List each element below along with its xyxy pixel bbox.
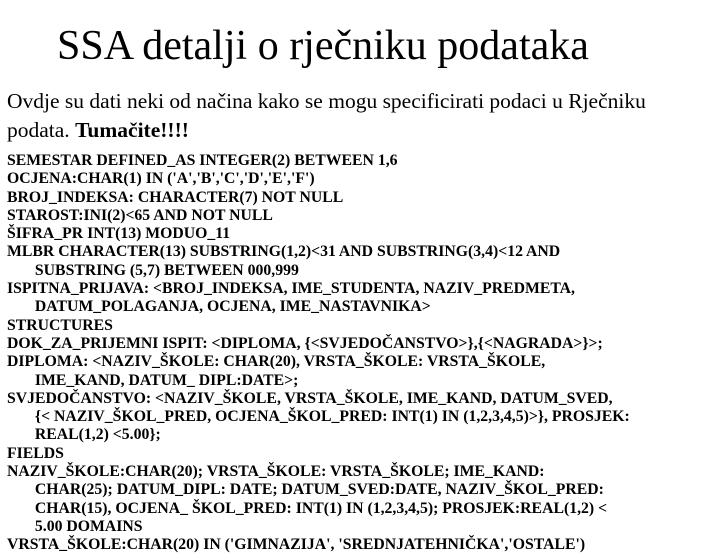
- spec-line: CHAR(25); DATUM_DIPL: DATE; DATUM_SVED:DATE, NAZIV_ŠKOL_PRED:: [34, 481, 604, 499]
- spec-line: DATUM_POLAGANJA, OCJENA, IME_NASTAVNIKA>: [34, 298, 431, 316]
- spec-line: OCJENA:CHAR(1) IN ('A','B','C','D','E','F'): [7, 170, 315, 188]
- intro-text: Ovdje su dati neki od načina kako se mogu specificirati podaci u Rječniku podata.: [7, 89, 646, 142]
- spec-line: IME_KAND, DATUM_ DIPL:DATE>;: [34, 371, 299, 389]
- spec-line: REAL(1,2) <5.00};: [34, 426, 161, 444]
- spec-line: ISPITNA_PRIJAVA: <BROJ_INDEKSA, IME_STUDENTA, NAZIV_PREDMETA,: [7, 280, 575, 298]
- spec-line: SUBSTRING (5,7) BETWEEN 000,999: [34, 261, 299, 279]
- spec-line: VRSTA_ŠKOLE:CHAR(20) IN ('GIMNAZIJA', 'SREDNJATEHNIČKA','OSTALE'): [7, 536, 586, 554]
- spec-line: BROJ_INDEKSA: CHARACTER(7) NOT NULL: [7, 188, 344, 206]
- spec-line: SEMESTAR DEFINED_AS INTEGER(2) BETWEEN 1,6: [7, 152, 398, 169]
- spec-line: {< NAZIV_ŠKOL_PRED, OCJENA_ŠKOL_PRED: INT(1) IN (1,2,3,4,5)>}, PROSJEK:: [34, 408, 630, 426]
- intro-emphasis: Tumačite!!!!: [75, 118, 189, 142]
- spec-line: STRUCTURES: [7, 316, 113, 334]
- spec-line: FIELDS: [7, 444, 64, 462]
- spec-line: STAROST:INI(2)<65 AND NOT NULL: [7, 206, 273, 224]
- data-dictionary-spec: [7, 152, 719, 555]
- spec-line: MLBR CHARACTER(13) SUBSTRING(1,2)<31 AND SUBSTRING(3,4)<12 AND: [7, 243, 561, 261]
- spec-line: DOK_ZA_PRIJEMNI ISPIT: <DIPLOMA, {<SVJEDOČANSTVO>},{<NAGRADA>}>;: [7, 334, 603, 352]
- spec-line: CHAR(15), OCJENA_ ŠKOL_PRED: INT(1) IN (1,2,3,4,5); PROSJEK:REAL(1,2) <: [34, 499, 608, 517]
- page-title: SSA detalji o rječniku podataka: [57, 23, 589, 69]
- spec-line: ŠIFRA_PR INT(13) MODUO_11: [7, 225, 231, 243]
- spec-line: DIPLOMA: <NAZIV_ŠKOLE: CHAR(20), VRSTA_ŠKOLE: VRSTA_ŠKOLE,: [7, 353, 546, 371]
- intro-paragraph: [7, 87, 712, 145]
- spec-line: NAZIV_ŠKOLE:CHAR(20); VRSTA_ŠKOLE: VRSTA_ŠKOLE; IME_KAND:: [7, 463, 545, 481]
- spec-line: 5.00 DOMAINS: [34, 517, 143, 535]
- spec-line: SVJEDOČANSTVO: <NAZIV_ŠKOLE, VRSTA_ŠKOLE, IME_KAND, DATUM_SVED,: [7, 389, 613, 407]
